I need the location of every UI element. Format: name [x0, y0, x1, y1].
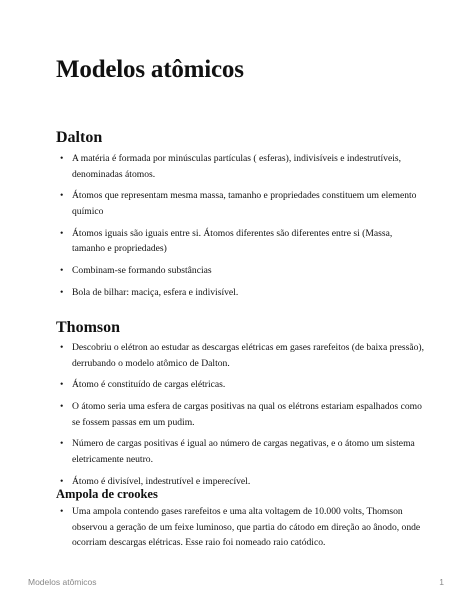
list-item-text: Átomo é constituído de cargas elétricas. [72, 379, 226, 391]
section-heading-ampola-de-crookes: Ampola de crookes [56, 487, 158, 501]
section-heading-dalton: Dalton [56, 129, 103, 146]
list-item-text: Átomos que representam mesma massa, tamanho e propriedades constituem um elemento químico [72, 190, 417, 217]
thomson-list [56, 340, 426, 495]
list-item-text: Uma ampola contendo gases rarefeitos e uma alta voltagem de 10.000 volts, Thomson observou a geração de um feixe luminoso, que partia do cátodo em direção ao ânodo, onde ocorriam descargas elétricas. Esse raio foi nomeado raio catódico. [72, 506, 421, 548]
bullet-icon: • [60, 264, 64, 276]
list-item-text: Descobriu o elétron ao estudar as descargas elétricas em gases rarefeitos (de baixa pressão), derrubando o modelo atômico de Dalton. [72, 342, 424, 369]
dalton-list [56, 151, 426, 306]
bullet-icon: • [60, 190, 64, 202]
list-item [56, 399, 426, 430]
list-item-text: Bola de bilhar: maciça, esfera e indivisível. [72, 286, 239, 298]
bullet-icon: • [60, 342, 64, 353]
bullet-icon: • [60, 506, 64, 517]
list-item-text: O átomo seria uma esfera de cargas positivas na qual os elétrons estariam espalhados como se fossem passas em um pudim. [72, 401, 422, 428]
bullet-icon: • [60, 153, 64, 164]
list-item-text: Combinam-se formando substâncias [72, 264, 212, 276]
page-title: Modelos atômicos [56, 56, 244, 83]
bullet-icon: • [60, 379, 64, 391]
list-item [56, 188, 426, 219]
page-footer-title: Modelos atômicos [28, 577, 97, 587]
list-item-text: Número de cargas positivas é igual ao número de cargas negativas, e o átomo um sistema eletricamente neutro. [72, 438, 415, 465]
bullet-icon: • [60, 227, 64, 239]
list-item [56, 436, 426, 467]
bullet-icon: • [60, 475, 64, 487]
bullet-icon: • [60, 401, 64, 413]
list-item [56, 340, 426, 371]
bullet-icon: • [60, 286, 64, 298]
list-item-text: Átomo é divisível, indestrutível e imperecível. [72, 475, 251, 487]
list-item-text: Átomos iguais são iguais entre si. Átomos diferentes são diferentes entre si (Massa, tamanho e propriedades) [72, 227, 393, 255]
ampola-list [56, 504, 426, 557]
section-heading-thomson: Thomson [56, 319, 121, 336]
list-item [56, 263, 426, 279]
list-item [56, 285, 426, 301]
list-item-text: A matéria é formada por minúsculas partículas ( esferas), indivisíveis e indestrutíveis, denominadas átomos. [72, 153, 402, 180]
bullet-icon: • [60, 438, 64, 450]
list-item [56, 151, 426, 182]
list-item [56, 504, 426, 551]
list-item [56, 377, 426, 393]
list-item [56, 226, 426, 257]
page-number: 1 [439, 577, 444, 587]
